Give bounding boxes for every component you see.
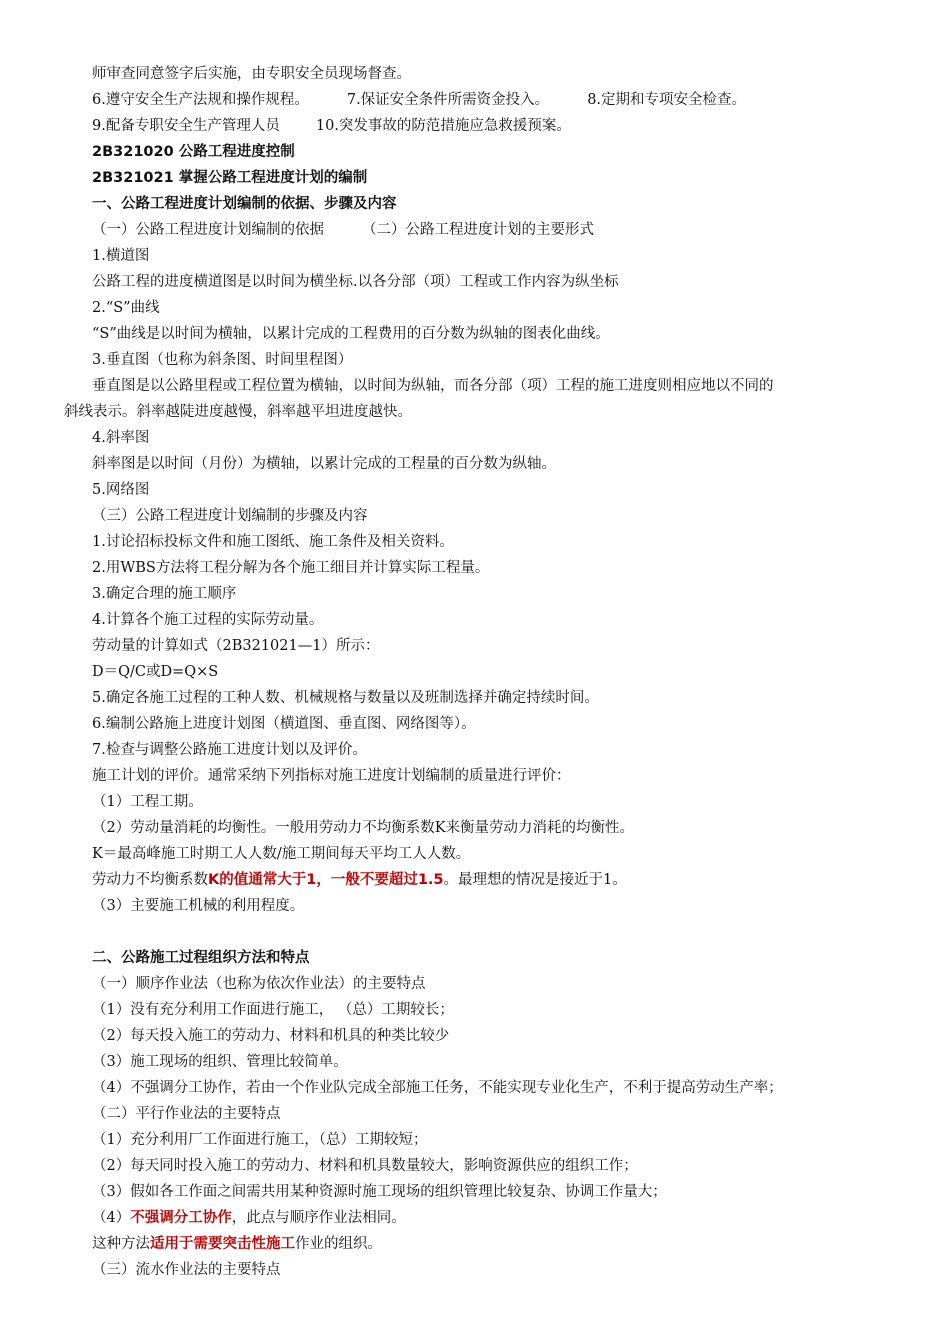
section-heading: 二、公路施工过程组织方法和特点 (92, 950, 310, 966)
text-line: （2）每天同时投入施工的劳动力、材料和机具数量较大，影响资源供应的组织工作； (92, 1158, 638, 1174)
text-line: （3）主要施工机械的利用程度。 (92, 898, 305, 914)
text-line: （4）不强调分工协作，若由一个作业队完成全部施工任务，不能实现专业化生产，不利于提高劳动生产率； (92, 1080, 783, 1096)
safety-item-7: 7.保证安全条件所需资金投入。 (346, 92, 550, 108)
text-line: （二）平行作业法的主要特点 (92, 1106, 281, 1122)
text-span: ，此点与顺序作业法相同。 (231, 1210, 406, 1226)
text-span: （4） (92, 1210, 131, 1226)
text-line: 7.检查与调整公路施工进度计划以及评价。 (92, 742, 367, 758)
text-line: 4.计算各个施工过程的实际劳动量。 (92, 612, 324, 628)
subsection-label: （一）公路工程进度计划编制的依据 (92, 222, 324, 238)
formula-line: K＝最高峰施工时期工人人数/施工期间每天平均工人人数。 (92, 846, 471, 862)
safety-item-6: 6.遵守安全生产法规和操作规程。 (92, 92, 309, 108)
text-line: （3）假如各工作面之间需共用某种资源时施工现场的组织管理比较复杂、协调工作量大； (92, 1184, 667, 1200)
text-line (92, 870, 627, 890)
highlight-text: K的值通常大于1，一般不要超过1.5 (208, 872, 444, 888)
text-span: 作业的组织。 (295, 1236, 382, 1252)
safety-item-9: 9.配备专职安全生产管理人员 (92, 118, 280, 134)
text-line: （3）施工现场的组织、管理比较简单。 (92, 1054, 348, 1070)
text-line: “S”曲线是以时间为横轴，以累计完成的工程费用的百分数为纵轴的图表化曲线。 (92, 326, 610, 342)
text-line: （三）公路工程进度计划编制的步骤及内容 (92, 508, 368, 524)
text-line: （1）没有充分利用工作面进行施工， （总）工期较长； (92, 1002, 454, 1018)
text-line: 5.确定各施工过程的工种人数、机械规格与数量以及班制选择并确定持续时间。 (92, 690, 599, 706)
text-line: （1）工程工期。 (92, 794, 203, 810)
text-line: （2）劳动量消耗的均衡性。一般用劳动力不均衡系数K来衡量劳动力消耗的均衡性。 (92, 820, 635, 836)
text-span: 这种方法 (92, 1236, 150, 1252)
text-line: 劳动量的计算如式（2B321021—1）所示： (92, 638, 380, 654)
text-line: 斜线表示。斜率越陡进度越慢，斜率越平坦进度越快。 (64, 404, 412, 420)
text-line: （1）充分利用厂工作面进行施工，（总）工期较短； (92, 1132, 428, 1148)
subsection-label: （二）公路工程进度计划的主要形式 (362, 222, 594, 238)
text-line: （三）流水作业法的主要特点 (92, 1262, 281, 1278)
text-line (92, 90, 746, 110)
safety-item-8: 8.定期和专项安全检查。 (587, 92, 747, 108)
text-line (92, 116, 571, 136)
text-span: 劳动力不均衡系数 (92, 872, 208, 888)
text-line: 斜率图是以时间（月份）为横轴，以累计完成的工程量的百分数为纵轴。 (92, 456, 556, 472)
text-line: 6.编制公路施上进度计划图（横道图、垂直图、网络图等）。 (92, 716, 476, 732)
safety-item-10: 10.突发事故的防范措施应急救援预案。 (315, 118, 571, 134)
text-line (92, 1208, 406, 1228)
text-line: 垂直图是以公路里程或工程位置为横轴，以时间为纵轴，而各分部（项）工程的施工进度则相应地以不同的 (92, 378, 774, 394)
text-line: 2.用WBS方法将工程分解为各个施工细目并计算实际工程量。 (92, 560, 490, 576)
text-line (92, 220, 594, 240)
text-line: （2）每天投入施工的劳动力、材料和机具的种类比较少 (92, 1028, 450, 1044)
text-line: 师审查同意签字后实施，由专职安全员现场督查。 (92, 66, 411, 82)
formula-line: D＝Q/C或D=Q×S (92, 664, 219, 680)
text-line: 3.垂直图（也称为斜条图、时间里程图） (92, 352, 353, 368)
text-line: 2.“S”曲线 (92, 300, 160, 316)
highlight-text: 不强调分工协作 (130, 1210, 232, 1226)
highlight-text: 适用于需要突击性施工 (150, 1236, 295, 1252)
text-line (92, 1234, 382, 1254)
text-line: 3.确定合理的施工顺序 (92, 586, 237, 602)
section-heading: 2B321021 掌握公路工程进度计划的编制 (92, 170, 368, 186)
text-line: 5.网络图 (92, 482, 150, 498)
text-line: 施工计划的评价。通常采纳下列指标对施工进度计划编制的质量进行评价： (92, 768, 571, 784)
text-line: （一）顺序作业法（也称为依次作业法）的主要特点 (92, 976, 426, 992)
section-heading: 2B321020 公路工程进度控制 (92, 144, 295, 160)
section-heading: 一、公路工程进度计划编制的依据、步骤及内容 (92, 196, 397, 212)
text-line: 1.横道图 (92, 248, 150, 264)
text-line: 1.讨论招标投标文件和施工图纸、施工条件及相关资料。 (92, 534, 454, 550)
text-span: 。最理想的情况是接近于1。 (443, 872, 627, 888)
text-line: 公路工程的进度横道图是以时间为横坐标.以各分部（项）工程或工作内容为纵坐标 (92, 274, 619, 290)
text-line: 4.斜率图 (92, 430, 150, 446)
